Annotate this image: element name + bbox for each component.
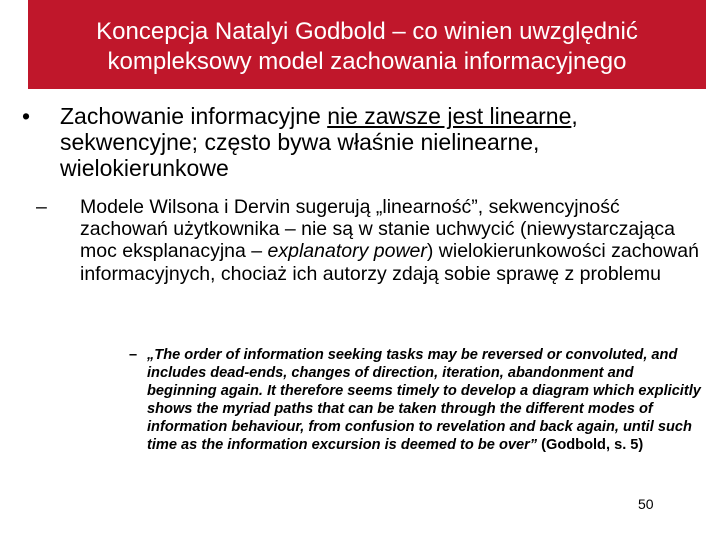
dash-marker-2: –	[129, 347, 138, 363]
slide-title-line2: kompleksowy model zachowania informacyjnego	[107, 47, 627, 75]
page-number: 50	[638, 496, 654, 512]
sub-bullet-1-pre: Modele Wilsona i Dervin sugerują „linearność”, sekwencyjność zachowań użytkownika – nie są w stanie uchwycić (niewystarczająca moc eksplanacyjna –	[80, 196, 676, 263]
sub-bullet-1-post: ) wielokierunkowości zachowań informacyjnych, chociaż ich autorzy zdają sobie sprawę z problemu	[80, 240, 699, 285]
bullet-1	[60, 103, 700, 181]
dash-marker-1: –	[36, 196, 47, 218]
bullet-1-underlined: nie zawsze jest linearne	[327, 103, 572, 129]
sub-bullet-1	[80, 196, 700, 285]
bullet-marker: •	[22, 103, 31, 129]
bullet-1-post: , sekwencyjne; często bywa właśnie nielinearne, wielokierunkowe	[60, 103, 578, 181]
sub-bullet-1-italic: explanatory power	[267, 240, 427, 263]
quote-citation: (Godbold, s. 5)	[537, 437, 644, 453]
quote-block	[147, 346, 702, 454]
quote-text: „The order of information seeking tasks may be reversed or convoluted, and includes dead-ends, changes of direction, iteration, abandonment and beginning again. It therefore seems timely to develop a diagram which explicitly shows the myriad paths that can be taken through the different modes of information behaviour, from confusion to revelation and back again, until such time as the information excursion is deemed to be over”	[147, 347, 701, 453]
slide-title-line1: Koncepcja Natalyi Godbold – co winien uwzględnić	[96, 17, 638, 45]
bullet-1-pre: Zachowanie informacyjne	[60, 103, 328, 129]
